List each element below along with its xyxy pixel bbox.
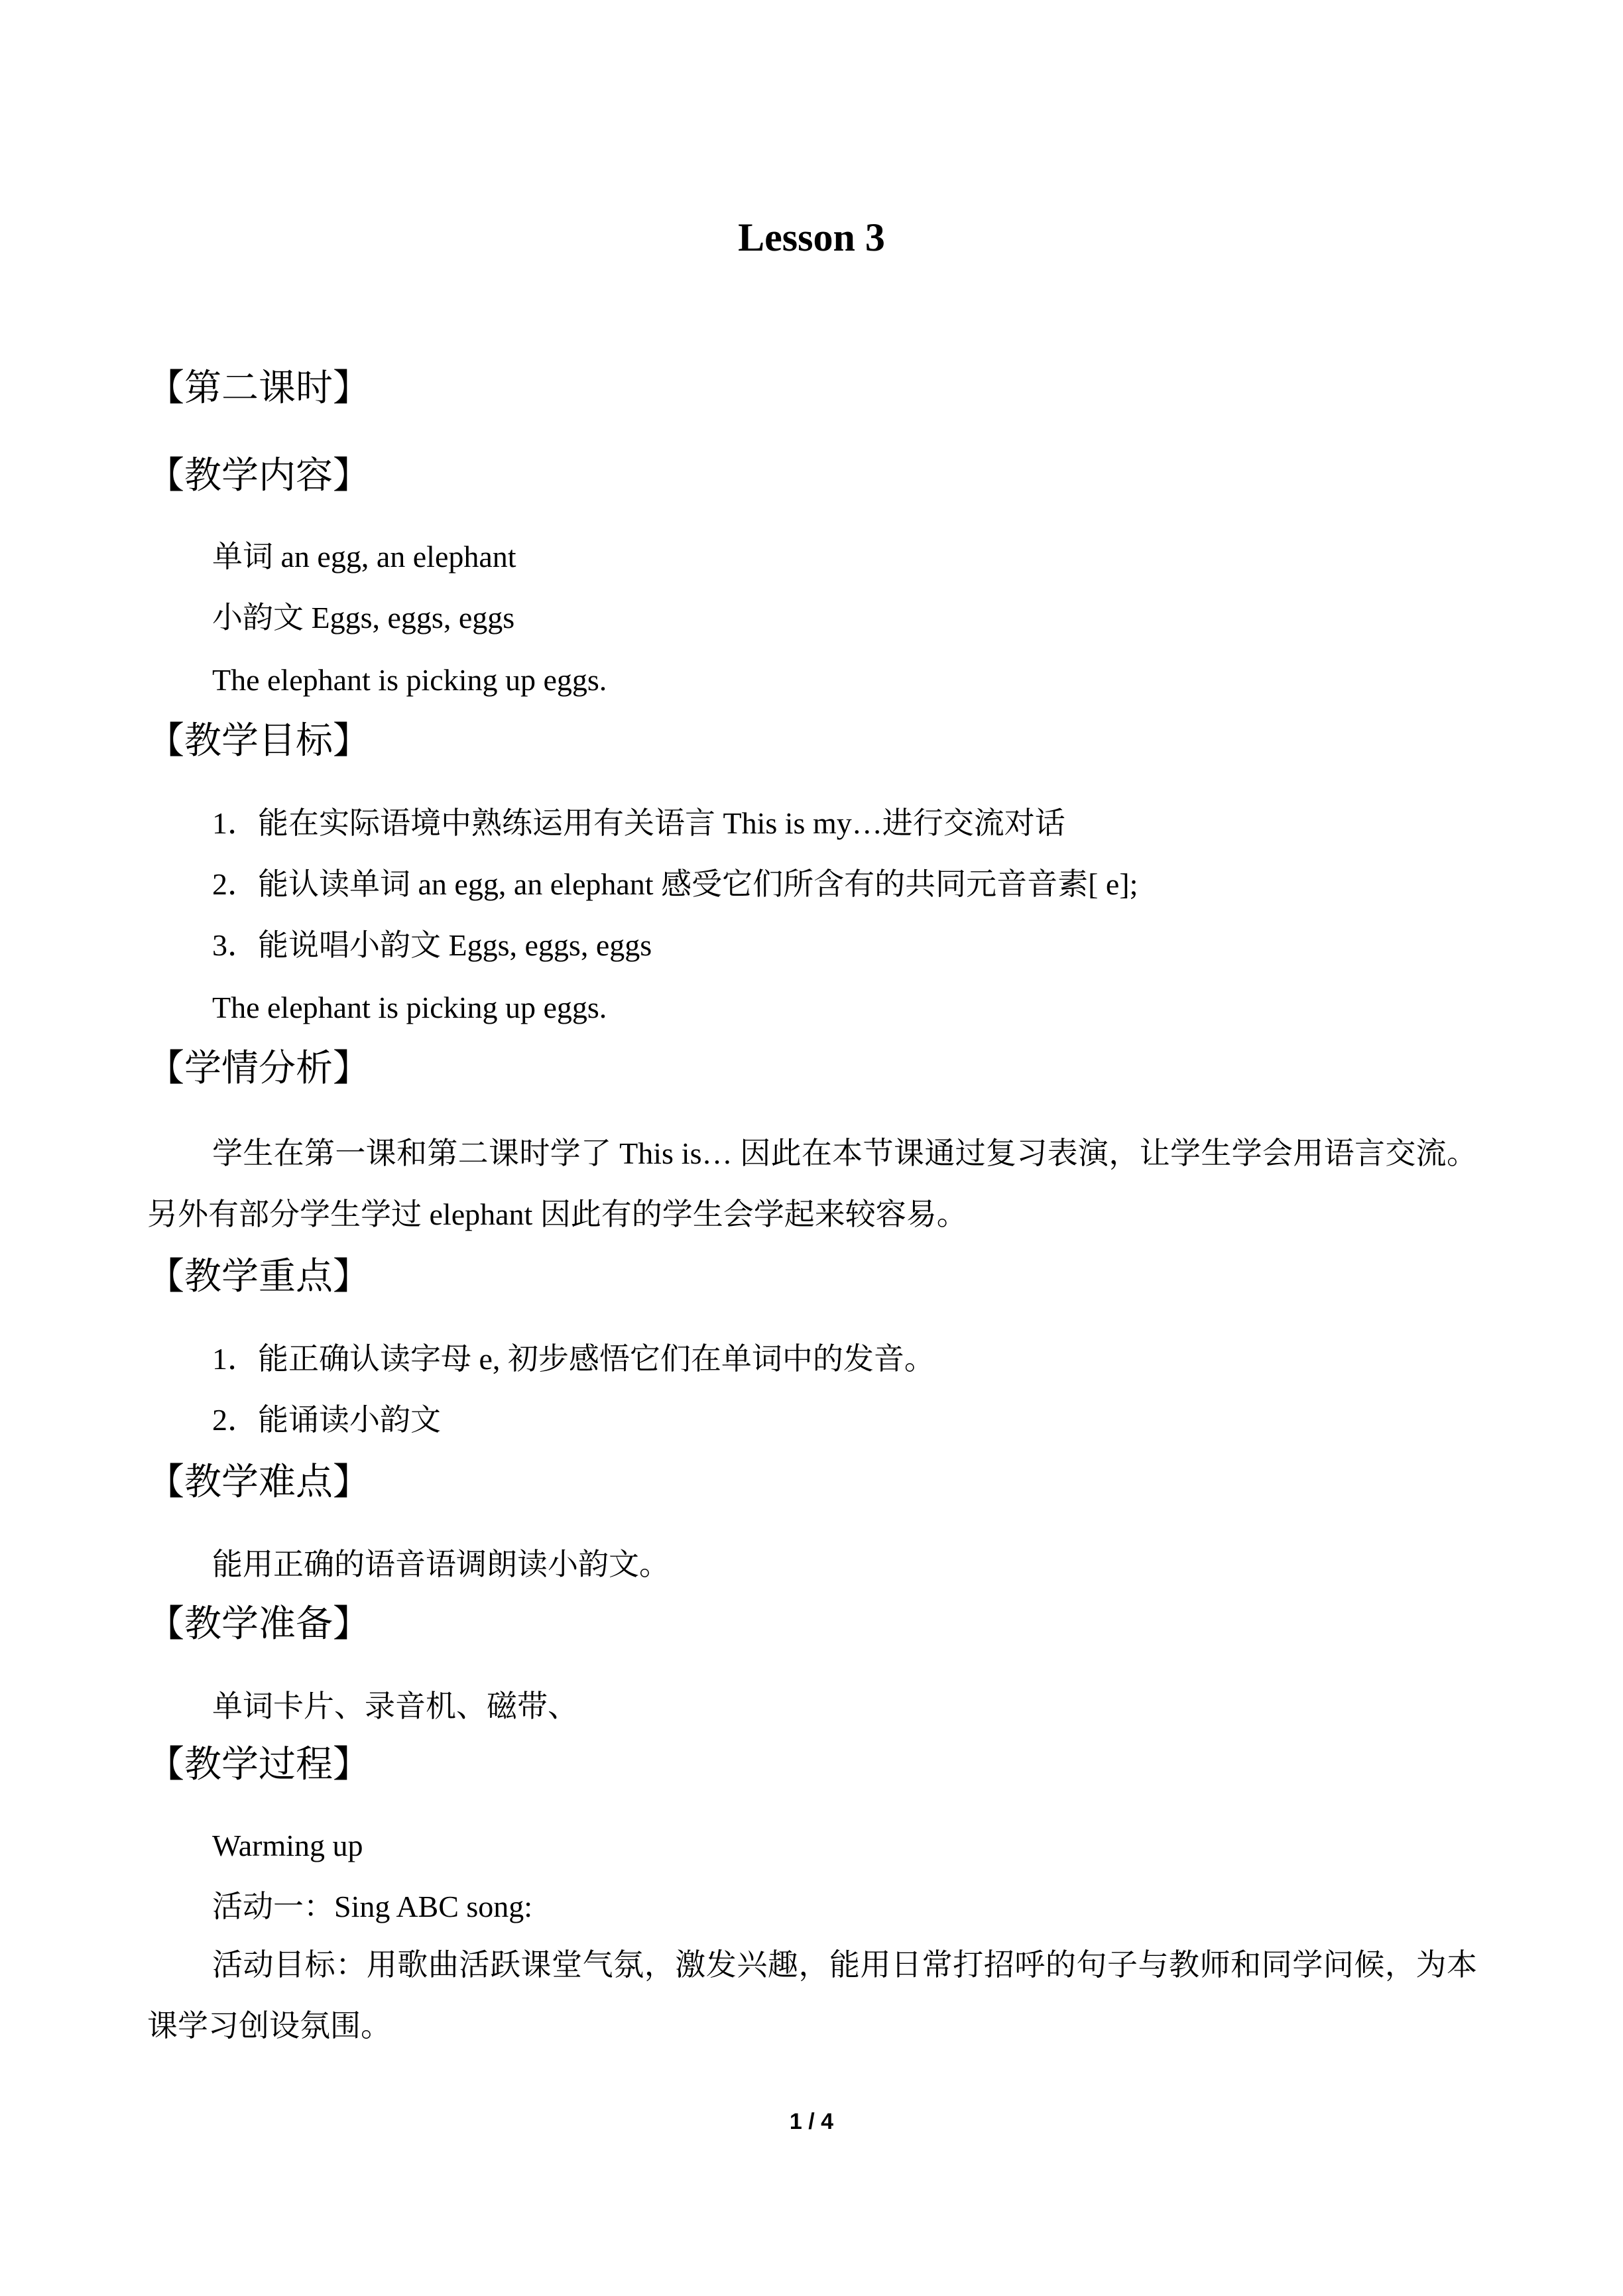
document-title: Lesson 3	[738, 215, 885, 259]
difficulties-heading: 【教学难点】	[147, 1462, 370, 1503]
key-point-item: 1．能正确认读字母 e, 初步感悟它们在单词中的发音。	[212, 1342, 935, 1376]
content-line: 单词 an egg, an elephant	[212, 540, 516, 574]
process-line: Warming up	[212, 1829, 363, 1862]
key-points-heading: 【教学重点】	[147, 1256, 370, 1298]
key-point-item: 2．能诵读小韵文	[212, 1403, 441, 1437]
process-line: 活动一：Sing ABC song:	[212, 1890, 533, 1923]
page-number: 1 / 4	[789, 2109, 834, 2134]
objective-item: 2．能认读单词 an egg, an elephant 感受它们所含有的共同元音音素[ e];	[212, 867, 1138, 901]
objectives-heading: 【教学目标】	[147, 721, 370, 762]
objective-item: 1．能在实际语境中熟练运用有关语言 This is my…进行交流对话	[212, 806, 1065, 840]
content-line: 小韵文 Eggs, eggs, eggs	[212, 601, 515, 634]
analysis-paragraph: 学生在第一课和第二课时学了 This is… 因此在本节课通过复习表演，让学生学会用语言交流。另外有部分学生学过 elephant 因此有的学生会学起来较容易。	[147, 1136, 1477, 1231]
analysis-heading: 【学情分析】	[147, 1048, 370, 1089]
content-line: The elephant is picking up eggs.	[212, 663, 607, 697]
preparation-item: 单词卡片、录音机、磁带、	[212, 1689, 578, 1723]
content-heading: 【教学内容】	[147, 455, 370, 497]
difficulty-item: 能用正确的语音语调朗读小韵文。	[212, 1547, 670, 1581]
process-heading: 【教学过程】	[147, 1744, 370, 1785]
objective-item: 3．能说唱小韵文 Eggs, eggs, eggs	[212, 928, 652, 962]
objective-item: The elephant is picking up eggs.	[212, 991, 607, 1024]
preparation-heading: 【教学准备】	[147, 1604, 370, 1645]
activity-goal-paragraph: 活动目标：用歌曲活跃课堂气氛，激发兴趣，能用日常打招呼的句子与教师和同学问候，为本课学习创设氛围。	[147, 1948, 1477, 2043]
period-heading: 【第二课时】	[147, 368, 370, 409]
